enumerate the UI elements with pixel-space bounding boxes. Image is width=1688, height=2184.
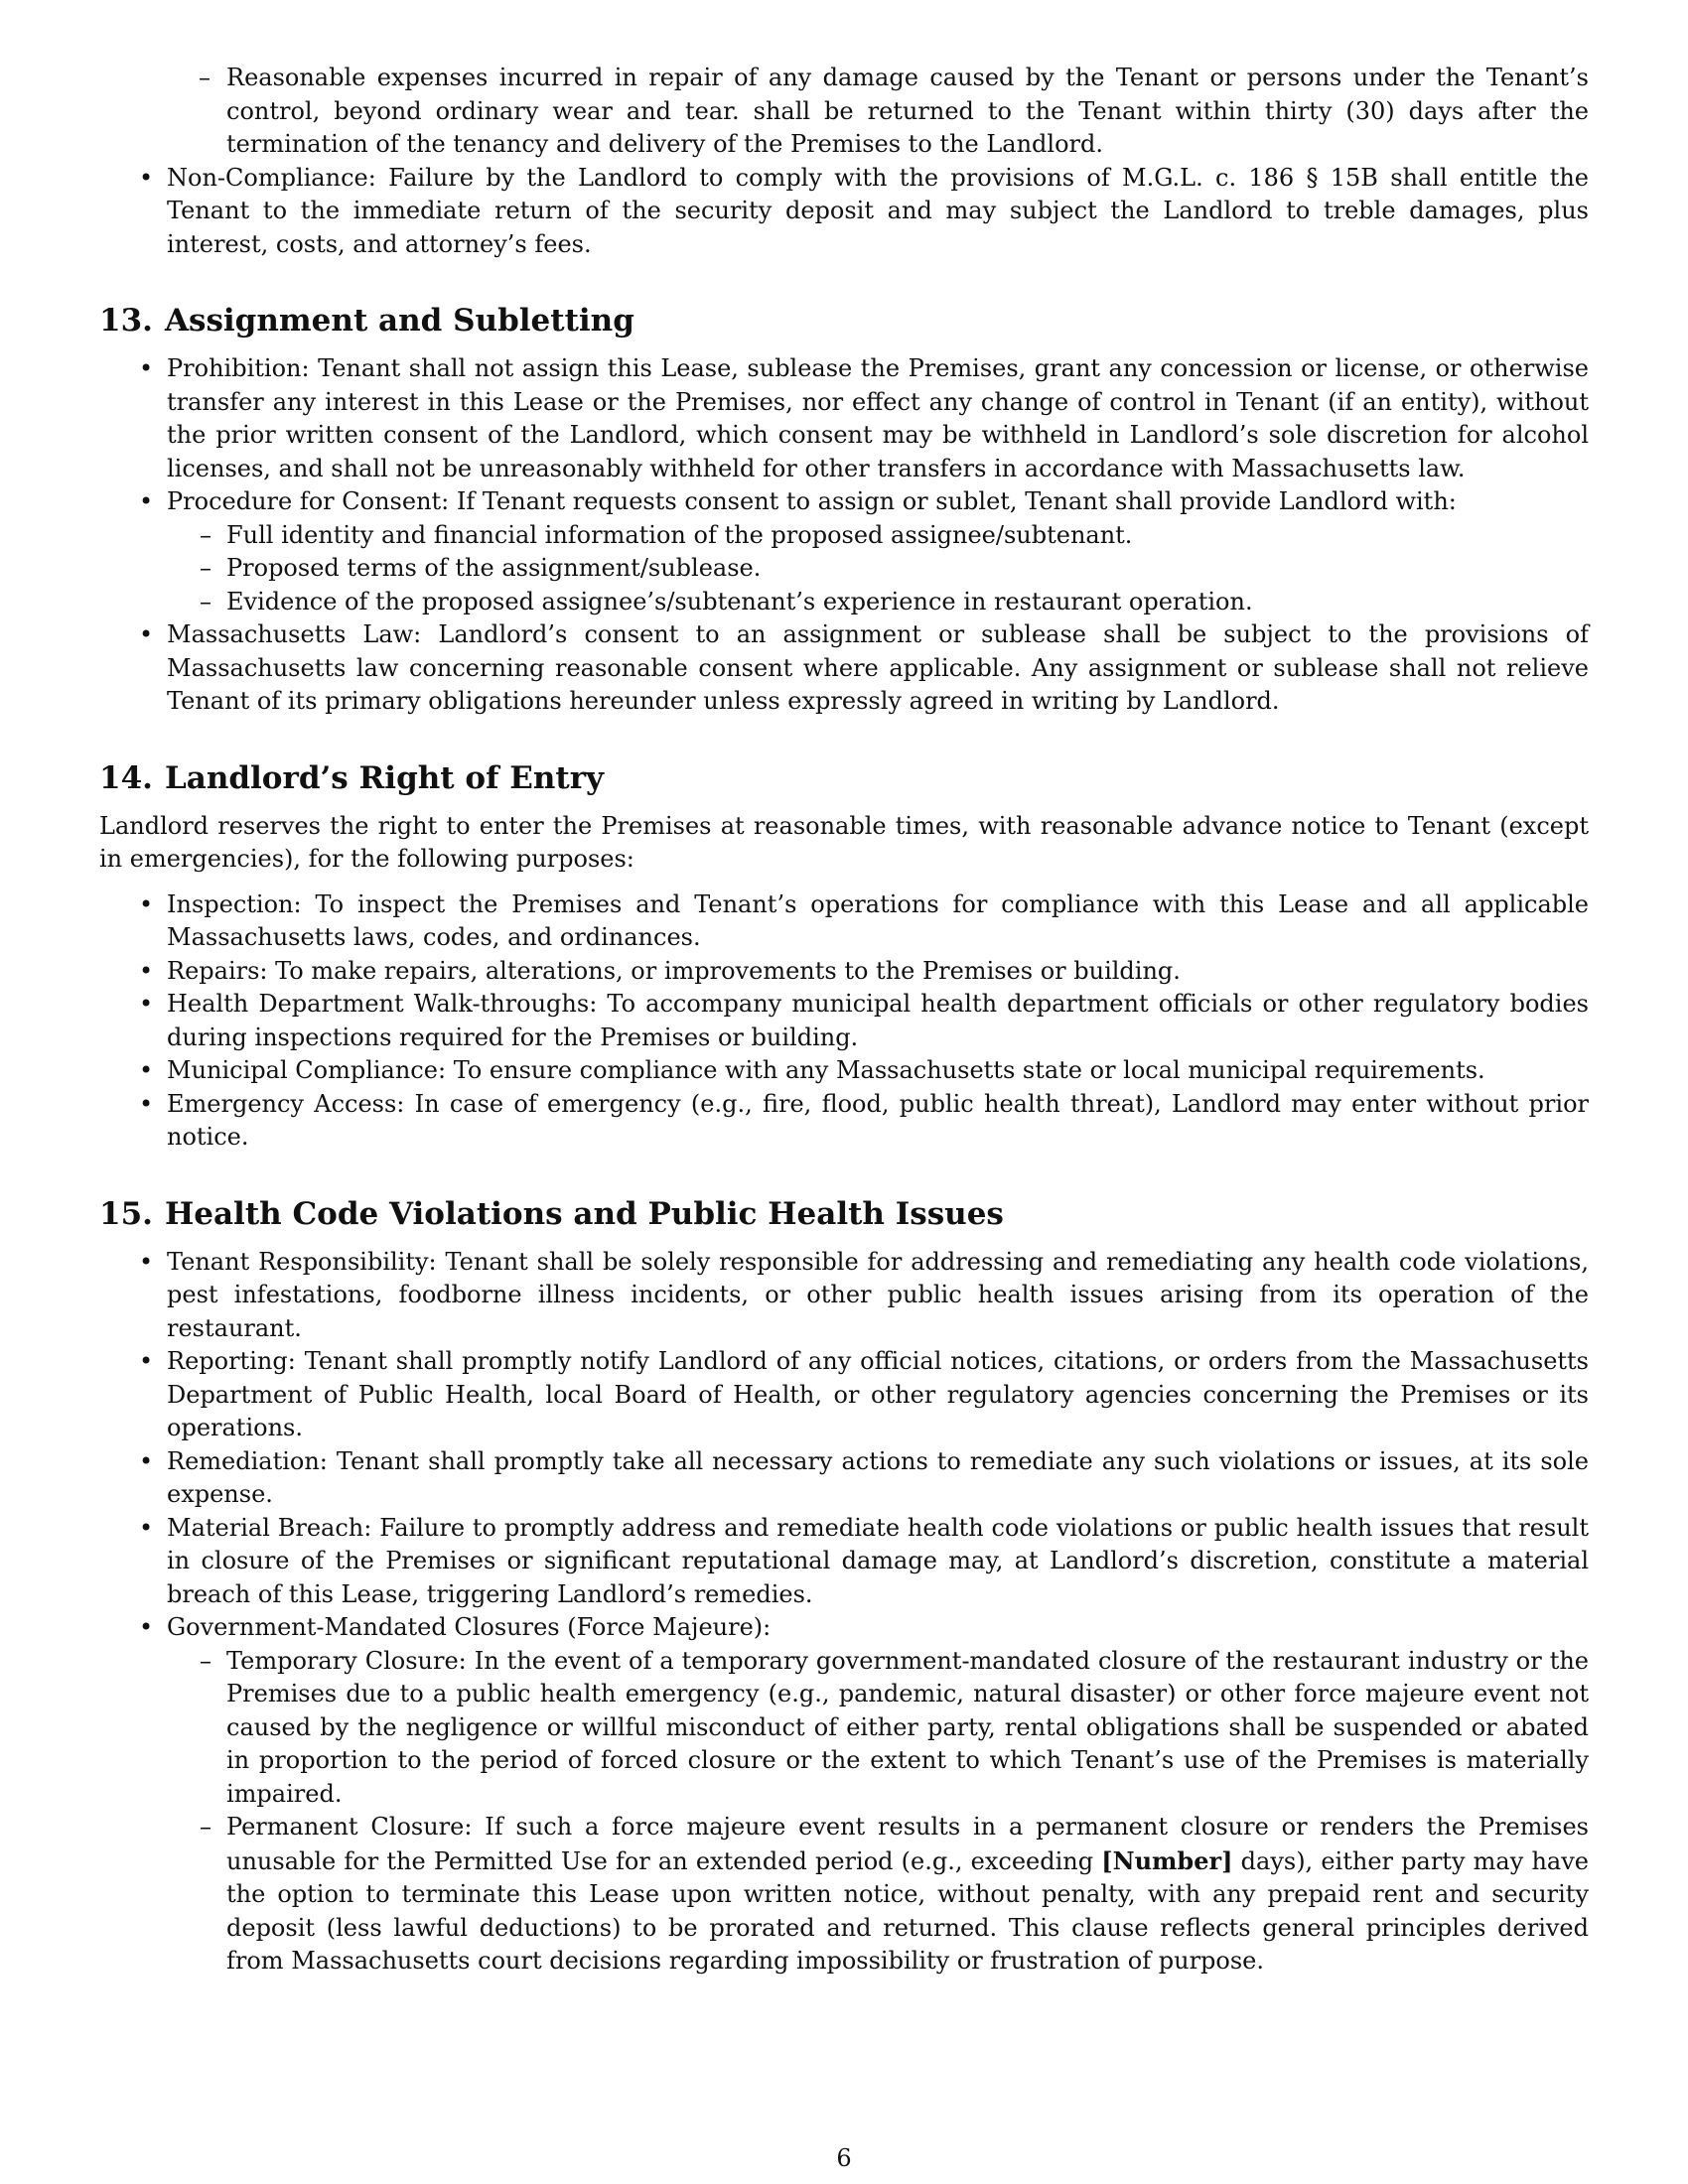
item-label: Health Department Walk-throughs: [167, 990, 598, 1018]
closures-sublist [167, 1645, 1589, 1979]
section-14-intro: Landlord reserves the right to enter the Premises at reasonable times, with reasonable advance notice to Tenant (except in emergencies), for the following purposes: [99, 811, 1589, 873]
document-page [99, 62, 1589, 1979]
section-title: Health Code Violations and Public Health Issues [164, 1195, 1004, 1232]
list-item [99, 1611, 1589, 1979]
item-text: To accompany municipal health department officials or other regulatory bodies during inspections required for the Premises or building. [167, 990, 1589, 1051]
section-number: 13. [99, 303, 153, 339]
page-number: 6 [836, 2144, 852, 2172]
section-heading-14 [99, 758, 1589, 798]
section-13-list [99, 352, 1589, 719]
section-heading-13 [99, 301, 1589, 341]
item-label: Inspection: [167, 889, 302, 918]
item-text: In the event of a temporary government-mandated closure of the restaurant industry or the Premises due to a public health emergency (e.g., pandemic, natural disaster) or other force majeure event not caused by the negligence or willful misconduct of either party, rental obligations shall be suspended or abated in proportion to the period of forced closure or the extent to which Tenant’s use of the Premises is materially impaired. [226, 1646, 1589, 1808]
item-label: Tenant Responsibility: [167, 1247, 437, 1276]
item-label: Non-Compliance: [167, 163, 376, 192]
list-item [99, 1054, 1589, 1088]
list-item [99, 62, 1589, 162]
item-text: days), either party may have the option to terminate this Lease upon written notice, without penalty, with any prepaid rent and security deposit (less lawful deductions) to be prorated and returned. This clause reflects general principles derived from Massachusetts court decisions regarding impossibility or frustration of purpose. [226, 1846, 1589, 1975]
procedure-sublist [167, 519, 1589, 619]
number-placeholder: [Number] [1101, 1845, 1233, 1875]
item-label: Prohibition: [167, 354, 310, 382]
item-text: If Tenant requests consent to assign or sublet, Tenant shall provide Landlord with: [456, 487, 1457, 515]
item-text: To inspect the Premises and Tenant’s operations for compliance with this Lease and all applicable Massachusetts laws, codes, and ordinances. [167, 889, 1589, 951]
item-text: Tenant shall not assign this Lease, sublease the Premises, grant any concession or license, or otherwise transfer any interest in this Lease or the Premises, nor effect any change of control in Tenant (if an entity), without the prior written consent of the Landlord, which consent may be withheld in Landlord’s sole discretion for alcohol licenses, and shall not be unreasonably withheld for other transfers in accordance with Massachusetts law. [167, 354, 1589, 482]
list-item [99, 1246, 1589, 1346]
section-15-list [99, 1246, 1589, 1979]
list-item [99, 888, 1589, 955]
item-text: Failure to promptly address and remediate health code violations or public health issues that result in closure of the Premises or significant reputational damage may, at Landlord’s discretion, constitute a material breach of this Lease, triggering Landlord’s remedies. [167, 1513, 1589, 1608]
item-label: Repairs: [167, 956, 268, 985]
continuation-sublist [99, 62, 1589, 162]
section-title: Landlord’s Right of Entry [164, 759, 605, 796]
section-heading-15 [99, 1194, 1589, 1234]
item-label: Permanent Closure: [226, 1813, 473, 1841]
continuation-list [99, 162, 1589, 262]
item-text: Tenant shall promptly take all necessary actions to remediate any such violations or issues, at its sole expense. [167, 1446, 1589, 1508]
item-label: Material Breach: [167, 1513, 372, 1542]
item-label: Massachusetts Law: [167, 620, 422, 648]
item-label: Emergency Access: [167, 1089, 405, 1118]
list-item [99, 1088, 1589, 1155]
list-item [99, 352, 1589, 485]
section-number: 14. [99, 759, 153, 796]
item-label: Government-Mandated Closures (Force Majeure): [167, 1613, 772, 1641]
item-text: To ensure compliance with any Massachusetts state or local municipal requirements. [453, 1056, 1485, 1084]
item-text: Tenant shall be solely responsible for addressing and remediating any health code violations, pest infestations, foodborne illness incidents, or other public health issues arising from its operation of the restaurant. [167, 1247, 1590, 1342]
list-item [99, 1445, 1589, 1512]
item-label: Temporary Closure: [226, 1646, 467, 1675]
section-title: Assignment and Subletting [164, 303, 634, 339]
sublist-item [167, 1811, 1589, 1979]
item-text: In case of emergency (e.g., fire, flood, public health threat), Landlord may enter without prior notice. [167, 1089, 1589, 1151]
list-item [99, 618, 1589, 719]
list-item [99, 162, 1589, 262]
item-label: Reporting: [167, 1347, 296, 1375]
list-item [99, 1345, 1589, 1445]
list-item [99, 1512, 1589, 1612]
sublist-item: – Full identity and financial information of the proposed assignee/subtenant. [167, 519, 1589, 553]
sublist-item [167, 1645, 1589, 1812]
list-item [99, 485, 1589, 618]
item-label: Remediation: [167, 1446, 328, 1475]
list-item [99, 955, 1589, 989]
item-text: To make repairs, alterations, or improvements to the Premises or building. [275, 956, 1181, 985]
sublist-item: – Proposed terms of the assignment/sublease. [167, 552, 1589, 586]
section-14-list [99, 888, 1589, 1155]
item-text: Failure by the Landlord to comply with the provisions of M.G.L. c. 186 § 15B shall entitle the Tenant to the immediate return of the security deposit and may subject the Landlord to treble damages, plus interest, costs, and attorney’s fees. [167, 163, 1589, 258]
sublist-item: – Evidence of the proposed assignee’s/subtenant’s experience in restaurant operation. [167, 586, 1589, 619]
section-number: 15. [99, 1195, 153, 1232]
item-text: Reasonable expenses incurred in repair of any damage caused by the Tenant or persons under the Tenant’s control, beyond ordinary wear and tear. shall be returned to the Tenant within thirty (30) days after the termination of the tenancy and delivery of the Premises to the Landlord. [226, 64, 1589, 158]
item-text: Landlord’s consent to an assignment or sublease shall be subject to the provisions of Massachusetts law concerning reasonable consent where applicable. Any assignment or sublease shall not relieve Tenant of its primary obligations hereunder unless expressly agreed in writing by Landlord. [167, 620, 1589, 715]
item-label: Procedure for Consent: [167, 487, 450, 515]
list-item [99, 988, 1589, 1054]
item-label: Municipal Compliance: [167, 1056, 447, 1084]
item-text: If such a force majeure event results in a permanent closure or renders the Premises unusable for the Permitted Use for an extended period (e.g., exceeding [226, 1813, 1589, 1875]
item-text: Tenant shall promptly notify Landlord of any official notices, citations, or orders from the Massachusetts Department of Public Health, local Board of Health, or other regulatory agencies concerning the Premises or its operations. [167, 1347, 1589, 1441]
